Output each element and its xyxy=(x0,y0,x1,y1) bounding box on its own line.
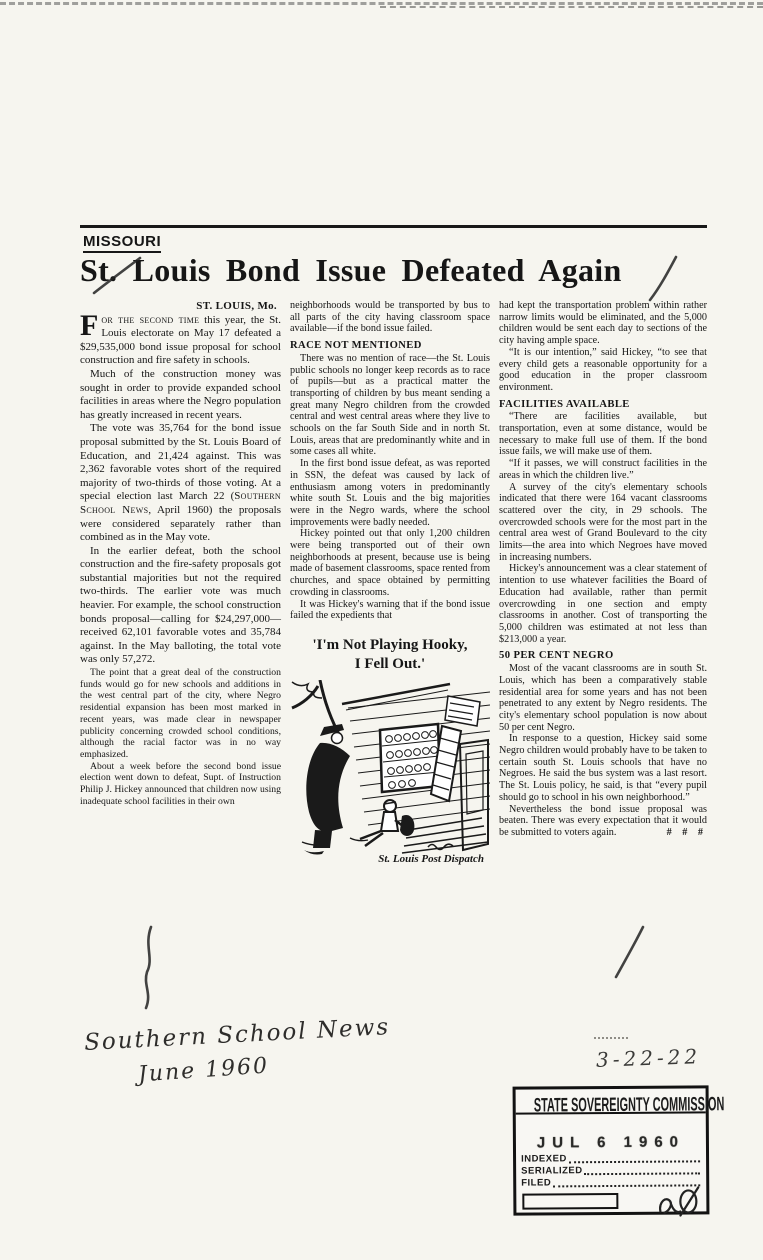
paragraph: Nevertheless the bond issue proposal was beaten. There was every expectation that it would be submitted to voters again. xyxy=(499,803,707,838)
article-end-mark: # # # xyxy=(666,826,707,838)
handwritten-initials xyxy=(656,1185,702,1219)
paragraph: It was Hickey's warning that if the bond issue failed the expedients that xyxy=(290,598,490,622)
paragraph: Hickey's announcement was a clear statement of intention to use whatever facilities the Board of Education had available, rather than permit overcrowding in one section and empty classrooms in another. Cost of transporting the 5,000 children was estimated at not less than $213,000 a year. xyxy=(499,563,707,645)
cartoon-caption-line2: I Fell Out.' xyxy=(354,655,426,672)
paragraph: neighborhoods would be transported by bus to all parts of the city having classroom space available—if the bond issue failed. xyxy=(290,300,490,335)
paragraph: In response to a question, Hickey said some Negro children would probably have to be taken to certain south St. Louis schools that have no Negroes. He said the bus system was a last resort. The St. Louis policy, he said, is that “every pupil should go to school in his own neighborhood.” xyxy=(499,733,707,803)
article-column-3 xyxy=(499,300,707,839)
paragraph: There was no mention of race—the St. Louis public schools no longer keep records as to race of pupils—but as a practical matter the transporting of children by bus meant sending a great many Negro children from the crowded central and west central areas where they live to schools on the far South Side and in north St. Louis, areas that are predominantly white and in some cases all white. xyxy=(290,352,490,458)
paragraph: In the earlier defeat, both the school construction and the fire-safety proposals got substantial majorities but not the required two-thirds. The earlier vote was much heavier. For example, the school construction bonds proposal—calling for $24,297,000—received 62,101 favorable votes and 35,784 against. In the May balloting, the total vote was only 57,272. xyxy=(80,544,281,666)
paragraph-small: The point that a great deal of the construction funds would go for new schools and additions in the west central part of the city, where Negro residential expansion has been most marked in recent years, was made clear in newspaper publicity concerning crowded school conditions, although the racial factor was in no way emphasized. xyxy=(80,667,281,760)
stamp-title-strip xyxy=(516,1088,725,1117)
cartoon-drawing xyxy=(290,680,490,856)
headline-rule xyxy=(80,225,707,228)
cartoon-caption xyxy=(294,636,486,674)
paragraph: had kept the transportation problem within rather narrow limits would be eliminated, and the 5,000 children would be sent each day to sections of the city having ample space. xyxy=(499,300,707,347)
handwritten-source-note: Southern School News xyxy=(83,1014,391,1056)
scan-edge-artifact-2 xyxy=(380,6,763,8)
paragraph-text: , April 1960) the proposals were considered separately rather than combined as in the May vote. xyxy=(80,503,281,544)
pen-slash-column3 xyxy=(616,927,643,977)
lead-text: this year, the St. Louis electorate on May 17 defeated a $29,535,000 bond issue proposal for school construction and fire safety in schools. xyxy=(80,313,281,367)
paragraph: Much of the construction money was sought in order to provide expanded school facilities in areas where the Negro population has greatly increased in recent years. xyxy=(80,367,281,421)
stamp-field-label: INDEXED xyxy=(521,1153,567,1165)
subhead-race-not-mentioned: RACE NOT MENTIONED xyxy=(290,340,422,352)
drop-cap: F xyxy=(80,308,99,342)
paragraph: Hickey pointed out that only 1,200 children were being transported out of their own neighborhoods at present, because use is being made of basement classrooms, space rented from churches, and space obtained by permitting crowding in classrooms. xyxy=(290,528,490,598)
sovereignty-commission-stamp xyxy=(513,1085,725,1215)
paragraph-small: About a week before the second bond issue election went down to defeat, Supt. of Instruction Philip J. Hickey announced that children now using inadequate school facilities in their own xyxy=(80,760,281,807)
publication-name: Southern School News xyxy=(80,490,281,516)
article-column-1 xyxy=(80,300,281,807)
subhead-facilities-available: FACILITIES AVAILABLE xyxy=(499,398,630,410)
cartoon-credit: St. Louis Post Dispatch xyxy=(378,852,484,865)
handwritten-date-note: June 1960 xyxy=(137,1053,270,1088)
paragraph-text: The vote was 35,764 for the bond issue proposal submitted by the St. Louis Board of Education, and 21,424 against. This was 2,362 favorable votes short of the required majority of two-thirds of those voting. At a special election last March 22 ( xyxy=(80,422,281,503)
paragraph: Most of the vacant classrooms are in south St. Louis, which has been a comparatively stable residential area for some years and has not been penetrated to any extent by Negro residents. The city's elementary school population is now about 50 per cent Negro. xyxy=(499,663,707,733)
stamp-date: JUL 6 1960 xyxy=(536,1133,686,1152)
paragraph: “If it passes, we will construct facilities in the areas in which the children live.” xyxy=(499,458,707,481)
lead-smallcaps: or the second time xyxy=(101,313,200,326)
paragraph xyxy=(80,422,281,544)
editorial-cartoon xyxy=(290,680,490,856)
lead-paragraph xyxy=(80,308,281,368)
section-label: MISSOURI xyxy=(83,233,161,253)
stamp-title: STATE SOVEREIGNTY COMMISSION xyxy=(533,1092,725,1117)
stamp-empty-box xyxy=(522,1193,618,1210)
paragraph: In the first bond issue defeat, as was reported in SSN, the defeat was caused by lack of enthusiasm among voters in predominantly white south St. Louis and the big majorities were in the Negro wards, where the school improvements were badly needed. xyxy=(290,458,490,528)
handwritten-file-number: 3-22-22 xyxy=(595,1044,702,1072)
scan-artifact-dots xyxy=(594,1037,628,1039)
stamp-field-label: FILED xyxy=(521,1177,552,1189)
dateline: ST. LOUIS, Mo. xyxy=(196,300,277,312)
paragraph: A survey of the city's elementary schools indicated that there were 164 vacant classrooms scattered over the city, in 29 schools. The overcrowded schools were for the most part in the central area west of Grand Boulevard to the city limits—the area into which Negroes have moved in increasing numbers. xyxy=(499,481,707,563)
stamp-field-label: SERIALIZED xyxy=(521,1165,583,1177)
cartoon-caption-line1: 'I'm Not Playing Hooky, xyxy=(312,636,468,653)
paragraph: “It is our intention,” said Hickey, “to see that every child gets a reasonable opportunity for a good education in the proper classroom environment. xyxy=(499,346,707,393)
scan-edge-artifact xyxy=(0,2,763,5)
paragraph: “There are facilities available, but transportation, even at some distance, would be necessary to make full use of them. If the bond issue fails, we will make use of them. xyxy=(499,411,707,458)
article-column-2 xyxy=(290,300,490,866)
stamp-fields xyxy=(521,1151,701,1188)
article-headline: St. Louis Bond Issue Defeated Again xyxy=(80,252,622,288)
subhead-50-per-cent-negro: 50 PER CENT NEGRO xyxy=(499,650,614,662)
pen-squiggle-column1 xyxy=(146,927,151,1008)
